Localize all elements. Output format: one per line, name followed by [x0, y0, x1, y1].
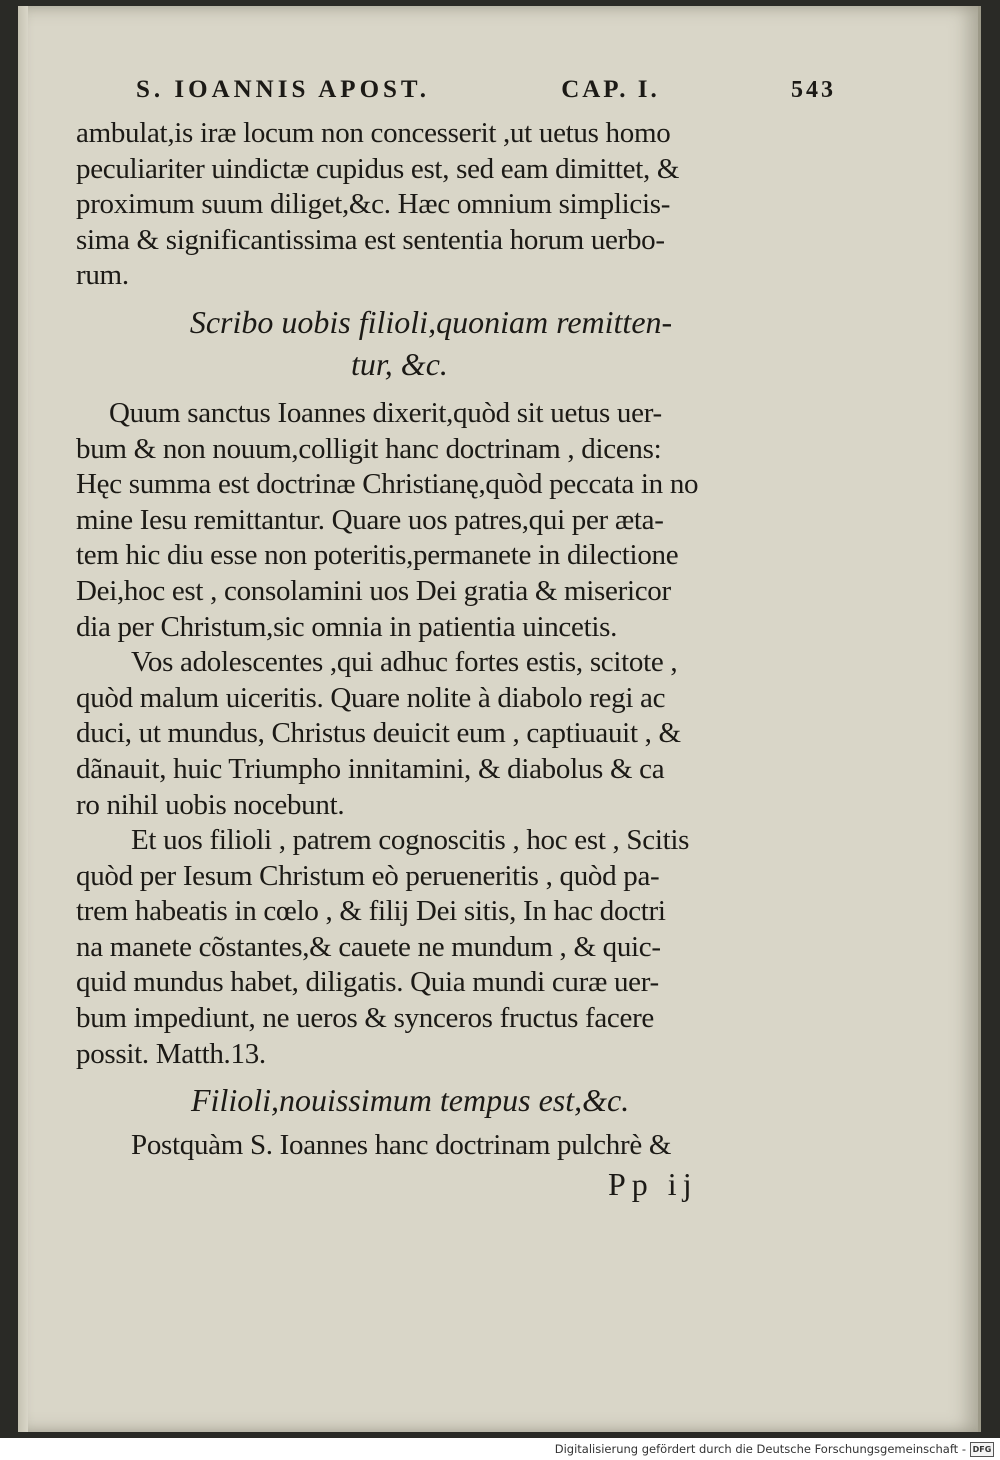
text-line: Quum sanctus Ioannes dixerit,quòd sit uetus uer-	[109, 396, 662, 429]
paragraph-4	[76, 823, 786, 1072]
text-line: ambulat,is iræ locum non concesserit ,ut uetus homo	[76, 117, 671, 149]
text-line: Et uos filioli , patrem cognoscitis , hoc est , Scitis	[131, 824, 690, 857]
text-line: Vos adolescentes ,qui adhuc fortes estis, scitote ,	[131, 646, 678, 679]
text-line: dia per Christum,sic omnia in patientia uincetis.	[76, 610, 618, 643]
folio-number: 543	[790, 77, 836, 103]
section-heading-1: Scribo uobis filioli,quoniam remitten-	[189, 303, 673, 340]
text-line: na manete cõstantes,& cauete ne mundum , & quic-	[76, 930, 661, 963]
dfg-logo: DFG	[970, 1442, 994, 1457]
text-line: sima & significantissima est sententia horum uerbo-	[76, 223, 665, 256]
digitization-credit	[0, 1438, 1000, 1460]
text-line: Dei,hoc est , consolamini uos Dei gratia & misericor	[76, 574, 671, 607]
credit-text: Digitalisierung gefördert durch die Deutsche Forschungsgemeinschaft -	[554, 1442, 966, 1456]
text-line: quòd per Iesum Christum eò perueneritis , quòd pa-	[76, 859, 660, 892]
text-line: peculiariter uindictæ cupidus est, sed eam dimittet, &	[76, 152, 680, 185]
section-heading-2: Filioli,nouissimum tempus est,&c.	[191, 1082, 630, 1119]
paragraph-3	[76, 645, 786, 823]
text-line: mine Iesu remittantur. Quare uos patres,qui per æta-	[76, 503, 664, 536]
text-line: dãnauit, huic Triumpho innitamini, & diabolus & ca	[76, 752, 665, 785]
text-line: Postquàm S. Ioannes hanc doctrinam pulchrè &	[131, 1129, 672, 1162]
signature-mark: Pp ij	[608, 1166, 698, 1202]
paragraph-2	[76, 396, 786, 645]
paragraph-1	[76, 116, 786, 294]
text-line: ro nihil uobis nocebunt.	[76, 788, 345, 821]
text-line: duci, ut mundus, Christus deuicit eum , captiuauit , &	[76, 717, 681, 750]
book-page	[18, 6, 981, 1432]
page-text-block	[76, 76, 836, 1164]
running-head-title: S. IOANNIS APOST.	[136, 76, 430, 103]
text-line: rum.	[76, 259, 129, 292]
text-line: bum impediunt, ne ueros & synceros fructus facere	[76, 1002, 655, 1035]
page-gutter	[18, 6, 28, 1432]
paragraph-5	[76, 1128, 786, 1164]
running-head	[136, 76, 836, 104]
running-head-chapter: CAP. I.	[561, 76, 660, 103]
text-line: proximum suum diliget,&c. Hæc omnium simplicis-	[76, 188, 671, 221]
text-line: tem hic diu esse non poteritis,permanete in dilectione	[76, 539, 679, 572]
text-line: quid mundus habet, diligatis. Quia mundi curæ uer-	[76, 966, 659, 999]
text-line: trem habeatis in cœlo , & filij Dei sitis, In hac doctri	[76, 895, 666, 928]
text-line: possit. Matth.13.	[76, 1037, 266, 1070]
text-line: quòd malum uiceritis. Quare nolite à diabolo regi ac	[76, 681, 666, 714]
text-line: Hęc summa est doctrinæ Christianę,quòd peccata in no	[76, 468, 699, 501]
section-heading-1-continuation: tur, &c.	[351, 345, 448, 382]
text-line: bum & non nouum,colligit hanc doctrinam , dicens:	[76, 432, 662, 465]
